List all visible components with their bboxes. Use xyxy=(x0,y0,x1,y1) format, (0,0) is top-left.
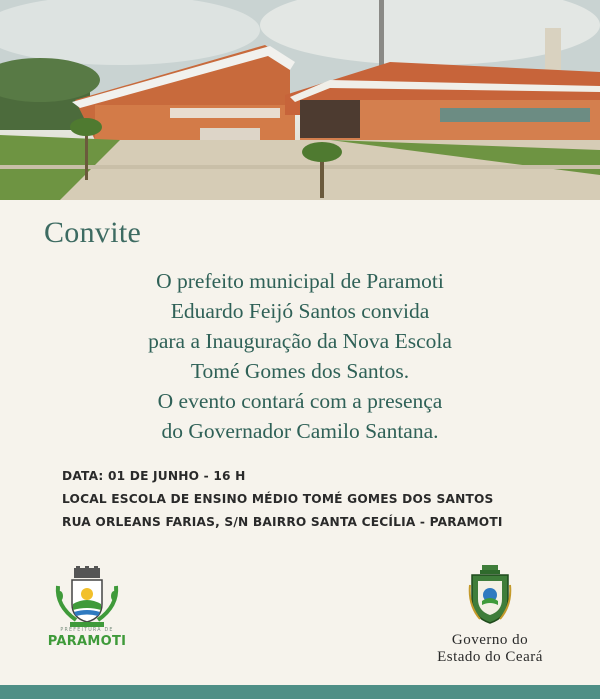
event-address: RUA ORLEANS FARIAS, S/N BAIRRO SANTA CECÍLIA - PARAMOTI xyxy=(62,515,503,529)
message-line: do Governador Camilo Santana. xyxy=(161,419,439,443)
message-line: para a Inauguração da Nova Escola xyxy=(148,329,452,353)
school-building-photo xyxy=(0,0,600,200)
message-line: O evento contará com a presença xyxy=(157,389,443,413)
governo-ceara-logo xyxy=(410,565,570,666)
prefeitura-logo xyxy=(44,566,130,649)
event-location: LOCAL ESCOLA DE ENSINO MÉDIO TOMÉ GOMES DOS SANTOS xyxy=(62,492,494,506)
event-details xyxy=(62,465,503,534)
governo-title-line2: Estado do Ceará xyxy=(437,649,543,665)
message-line: O prefeito municipal de Paramoti xyxy=(156,269,444,293)
prefeitura-name: PARAMOTI xyxy=(47,634,127,649)
message-line: Tomé Gomes dos Santos. xyxy=(190,359,410,383)
prefeitura-caption: PREFEITURA DE xyxy=(60,628,114,633)
ceara-coat-of-arms-icon xyxy=(468,565,512,625)
invite-title: Convite xyxy=(44,216,142,249)
paramoti-coat-of-arms-icon xyxy=(52,566,122,628)
event-date: DATA: 01 DE JUNHO - 16 H xyxy=(62,469,246,483)
invitation-message xyxy=(30,266,570,446)
governo-title-line1: Governo do xyxy=(451,632,529,648)
message-line: Eduardo Feijó Santos convida xyxy=(170,299,430,323)
footer-color-bar xyxy=(0,685,600,699)
